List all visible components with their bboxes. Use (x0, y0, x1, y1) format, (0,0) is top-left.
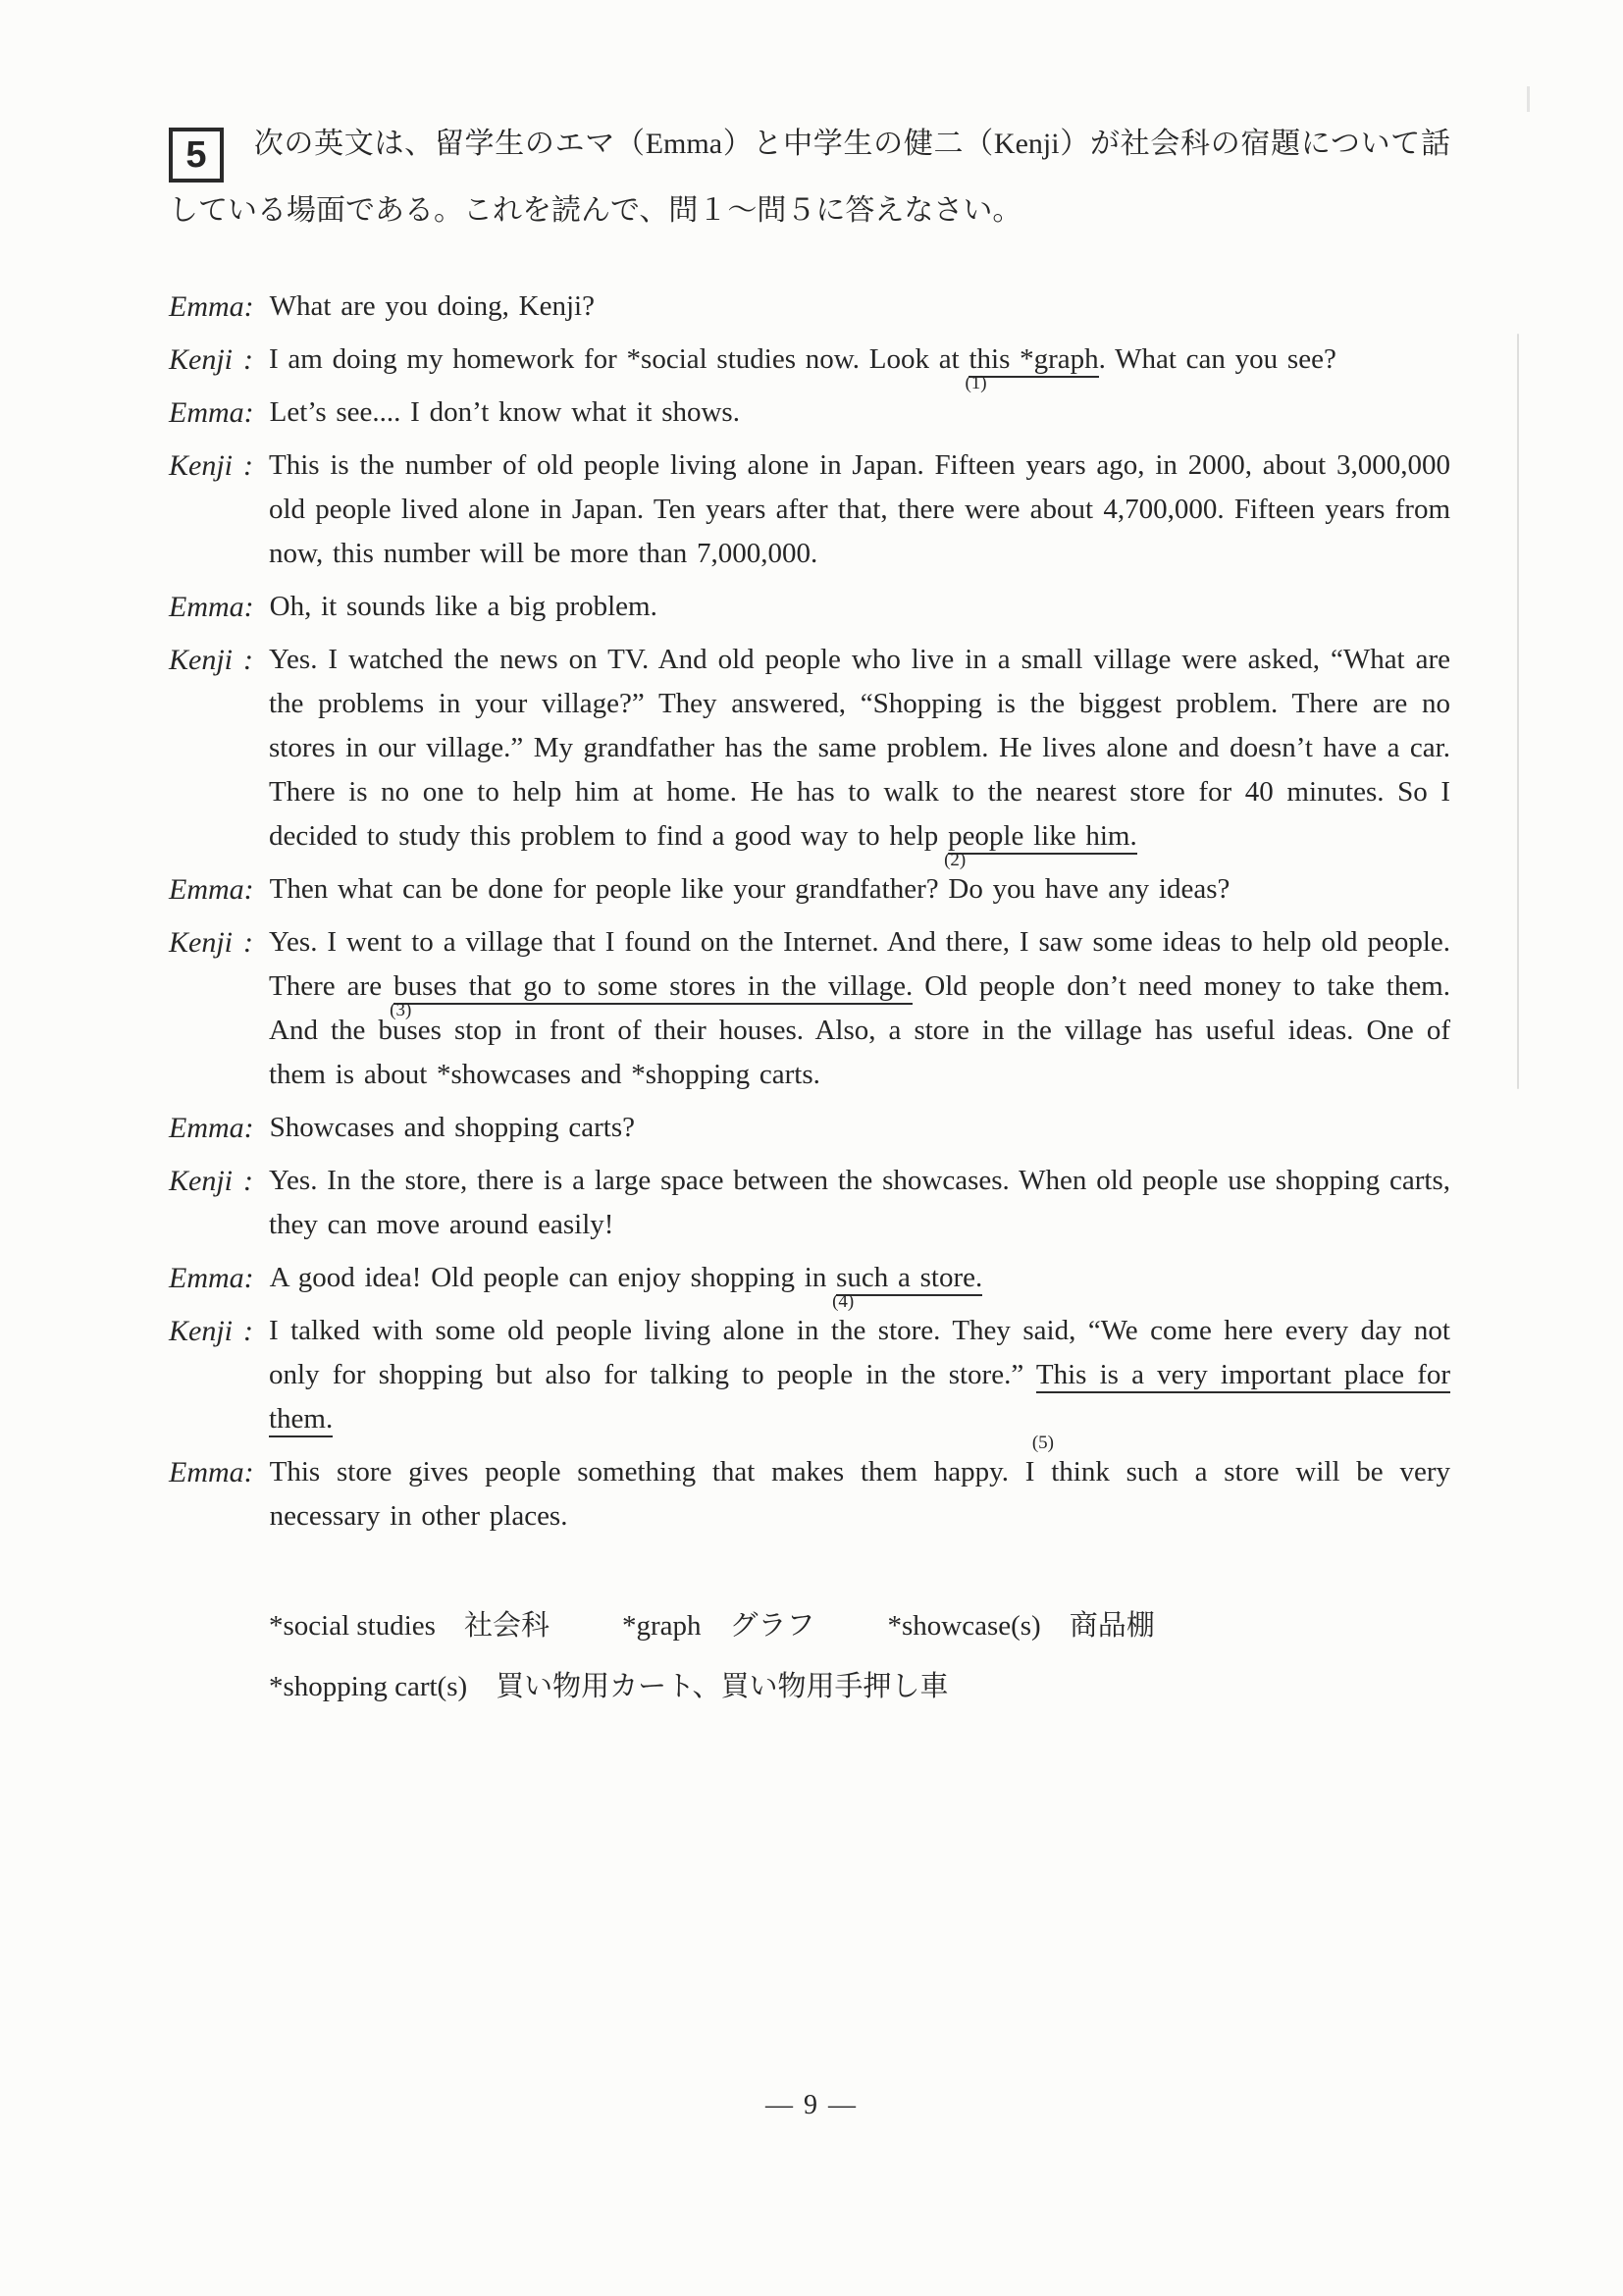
speaker-name: Emma (169, 591, 244, 623)
speaker-label (169, 638, 253, 859)
underline-number-marker: (5) (1031, 1433, 1055, 1453)
speaker-colon: : (243, 591, 254, 623)
dialogue-turn (169, 1309, 1451, 1453)
speaker-colon: : (243, 343, 253, 376)
question-number-box: 5 (169, 128, 224, 183)
speaker-name: Kenji (169, 644, 233, 676)
speech-segment: . What can you see? (1098, 343, 1336, 375)
speaker-colon: : (243, 926, 253, 959)
underline-number-marker: (1) (965, 373, 987, 393)
footnote-item: *showcase(s) 商品棚 (887, 1610, 1155, 1642)
speaker-label (169, 391, 254, 435)
speaker-name: Emma (169, 1456, 244, 1488)
underline-number-marker: (3) (390, 1000, 412, 1020)
speaker-label (169, 285, 254, 329)
speech-text (269, 920, 1450, 1097)
page-number: — 9 — (765, 2090, 858, 2120)
dialogue-turn (169, 867, 1450, 912)
speech-text (270, 391, 1450, 435)
scan-artifact-line (1517, 334, 1519, 1089)
footnote-item: *social studies 社会科 (269, 1610, 550, 1642)
speech-segment: Let’s see.... I don’t know what it shows. (269, 396, 740, 428)
speaker-label (169, 338, 253, 382)
speech-segment: This store gives people something that makes them happy. I think such a store will be very necessary in other places. (269, 1456, 1450, 1532)
question-instruction: 次の英文は、留学生のエマ（Emma）と中学生の健二（Kenji）が社会科の宿題について話している場面である。これを読んで、問１～問５に答えなさい。 (169, 128, 1450, 227)
speech-text (269, 338, 1450, 393)
speaker-colon: : (243, 1112, 254, 1144)
speech-segment: Showcases and shopping carts? (269, 1112, 635, 1143)
dialogue-turn (169, 338, 1450, 393)
speech-text (269, 1256, 1450, 1312)
dialogue-turn (169, 1159, 1450, 1247)
speech-text (269, 638, 1450, 870)
speech-segment: A good idea! Old people can enjoy shopping in (269, 1262, 837, 1293)
speaker-colon: : (243, 1165, 253, 1197)
speaker-colon: : (243, 1315, 253, 1347)
footnote-line (269, 1595, 1450, 1656)
speaker-name: Kenji (169, 343, 233, 376)
dialogue-turn (169, 391, 1450, 435)
speaker-colon: : (243, 290, 254, 323)
speaker-label (169, 920, 253, 1097)
speech-segment: Yes. I watched the news on TV. And old people who live in a small village were asked, “What are the problems in your village?” They answered, “Shopping is the biggest problem. There are no stores in our village.” My grandfather has the same problem. He lives alone and doesn’t have a car. There is no one to help him at home. He has to walk to the nearest store for 40 minutes. So I decided to study this problem to find a good way to help (269, 644, 1450, 852)
speech-segment: Old people don’t need money to take them. And the buses stop in front of their houses. Also, a store in the village has useful ideas. One of them is about *showcases and *shopping carts. (269, 970, 1450, 1090)
speaker-label (169, 585, 254, 629)
dialogue (169, 285, 1450, 1539)
speaker-colon: : (243, 396, 254, 429)
speech-segment: What are you doing, Kenji? (269, 290, 595, 322)
underlined-phrase: This is a very important place for them. (5) (269, 1359, 1451, 1453)
speech-segment: I am doing my homework for *social studies now. Look at (269, 343, 969, 375)
speech-text (270, 1106, 1450, 1150)
dialogue-turn (169, 1450, 1450, 1539)
underlined-phrase: people like him. (2) (944, 820, 1137, 870)
speaker-label (169, 1309, 253, 1441)
speech-segment: Then what can be done for people like your grandfather? Do you have any ideas? (269, 873, 1230, 905)
speaker-colon: : (243, 873, 254, 906)
dialogue-turn (169, 444, 1450, 576)
speech-text (270, 585, 1450, 629)
speaker-name: Emma (169, 873, 244, 906)
speaker-colon: : (243, 1456, 254, 1488)
underline-number-marker: (4) (832, 1291, 855, 1312)
speech-segment: Yes. In the store, there is a large space between the showcases. When old people use shopping carts, they can move around easily! (269, 1165, 1450, 1240)
footnotes (269, 1595, 1450, 1717)
speaker-name: Kenji (169, 449, 233, 482)
footnote-item: *graph グラフ (621, 1610, 815, 1642)
speech-text (269, 1159, 1450, 1247)
dialogue-turn (169, 585, 1450, 629)
underlined-phrase: buses that go to some stores in the village. (3) (390, 970, 914, 1020)
question-header (169, 116, 1450, 239)
speech-text (269, 444, 1450, 576)
underlined-phrase: this *graph (1) (965, 343, 1099, 393)
speaker-label (169, 867, 254, 912)
speaker-name: Emma (169, 1262, 244, 1294)
dialogue-turn (169, 1106, 1450, 1150)
speaker-label (169, 1106, 254, 1150)
speaker-colon: : (243, 449, 253, 482)
speech-text (270, 867, 1450, 912)
speaker-label (169, 1450, 254, 1539)
speaker-name: Emma (169, 1112, 244, 1144)
speech-segment: This is the number of old people living alone in Japan. Fifteen years ago, in 2000, about 3,000,000 old people lived alone in Japan. Ten years after that, there were about 4,700,000. Fifteen years from now, this number will be more than 7,000,000. (269, 449, 1450, 569)
speaker-colon: : (243, 644, 253, 676)
speaker-name: Kenji (169, 1315, 233, 1347)
dialogue-turn (169, 285, 1450, 329)
dialogue-turn (169, 1256, 1450, 1312)
scan-artifact-mark (1527, 86, 1530, 112)
speaker-label (169, 1159, 253, 1247)
speech-text (270, 1450, 1450, 1539)
speaker-colon: : (243, 1262, 254, 1294)
dialogue-turn (169, 638, 1450, 870)
speaker-name: Emma (169, 290, 244, 323)
footnote-line (269, 1656, 1450, 1717)
speech-segment: I talked with some old people living alone in the store. They said, “We come here every day not only for shopping but also for talking to people in the store.” (269, 1315, 1450, 1390)
underlined-phrase: such a store. (4) (832, 1262, 983, 1312)
underline-number-marker: (2) (944, 850, 967, 870)
speech-segment: Yes. I went to a village that I found on the Internet. And there, I saw some ideas to help old people. There are (269, 926, 1450, 1002)
speaker-label (169, 1256, 254, 1300)
speaker-name: Emma (169, 396, 244, 429)
speaker-name: Kenji (169, 926, 233, 959)
footnote-item: *shopping cart(s) 買い物用カート、買い物用手押し車 (269, 1671, 949, 1702)
dialogue-turn (169, 920, 1450, 1097)
speech-segment: Oh, it sounds like a big problem. (269, 591, 657, 622)
speech-text (270, 285, 1450, 329)
speech-text (269, 1309, 1451, 1453)
speaker-name: Kenji (169, 1165, 233, 1197)
speaker-label (169, 444, 253, 576)
